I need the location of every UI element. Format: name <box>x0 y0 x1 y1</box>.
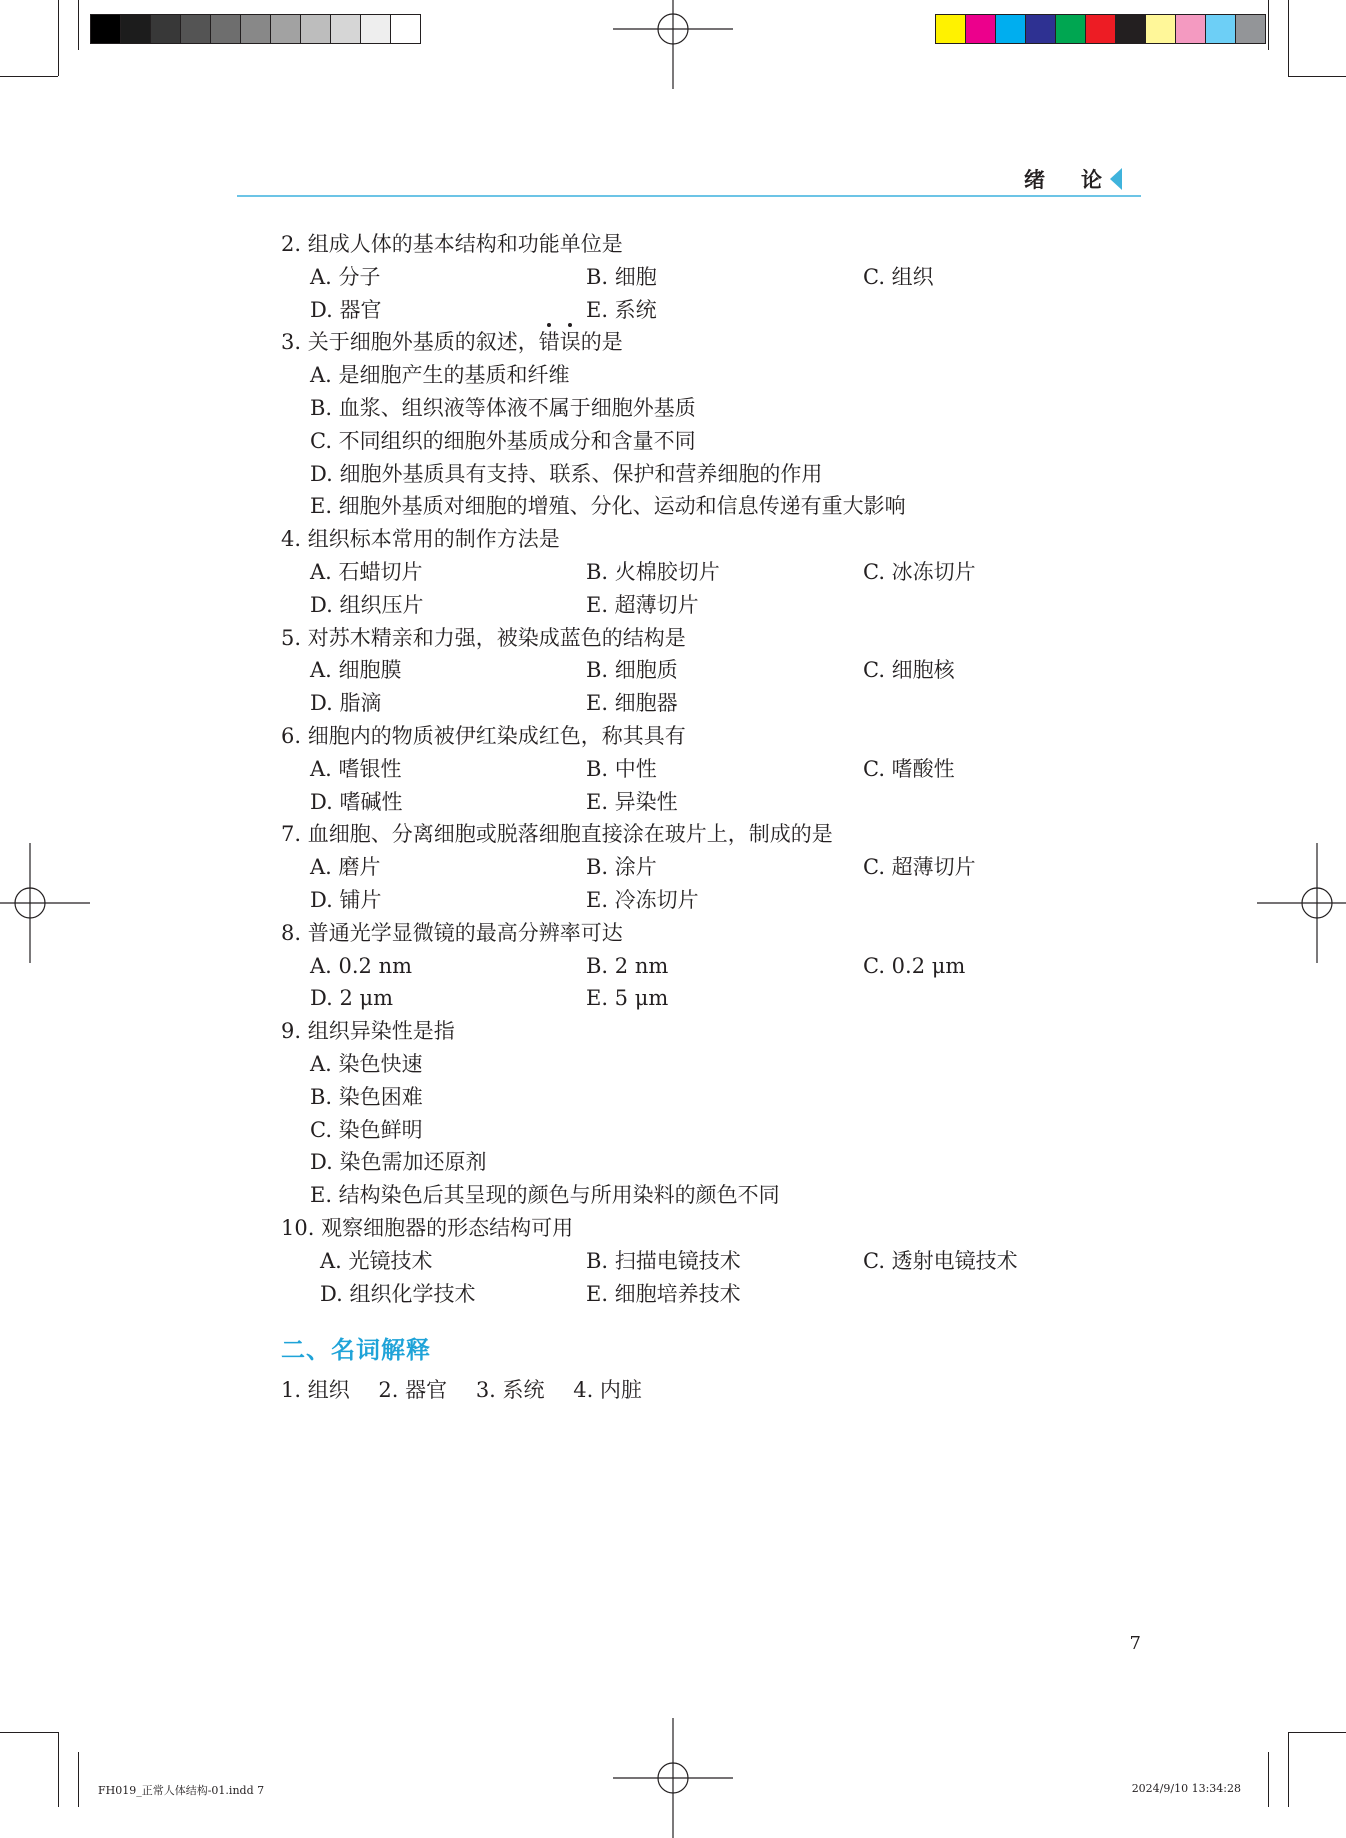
crop-mark <box>0 76 58 77</box>
color-swatch <box>120 14 151 44</box>
option: B. 染色困难 <box>310 1084 423 1109</box>
section-title: 二、名词解释 <box>281 1336 431 1364</box>
option: E. 超薄切片 <box>586 592 699 617</box>
color-swatch <box>240 14 271 44</box>
slug-filename: FH019_正常人体结构-01.indd 7 <box>98 1784 265 1797</box>
question-list <box>281 228 1141 1310</box>
term-item: 4. 内脏 <box>573 1378 642 1402</box>
option: E. 5 μm <box>586 986 669 1011</box>
option: C. 透射电镜技术 <box>863 1248 1018 1273</box>
option: C. 细胞核 <box>863 658 955 683</box>
option: D. 嗜碱性 <box>310 789 403 814</box>
color-swatch <box>300 14 331 44</box>
term-item: 2. 器官 <box>378 1378 448 1402</box>
question-stem: 4. 组织标本常用的制作方法是 <box>281 527 560 552</box>
color-swatch <box>1025 14 1056 44</box>
option: E. 细胞器 <box>586 691 678 716</box>
option: B. 涂片 <box>586 855 657 880</box>
option: C. 超薄切片 <box>863 855 976 880</box>
crop-mark <box>58 0 59 76</box>
option: A. 分子 <box>310 264 381 289</box>
color-swatch <box>330 14 361 44</box>
emphasis-char: 错 <box>539 326 560 359</box>
option: D. 组织压片 <box>310 592 424 617</box>
registration-target-icon <box>613 0 733 89</box>
term-item: 3. 系统 <box>475 1378 545 1402</box>
option: D. 铺片 <box>310 887 382 912</box>
question-stem: 5. 对苏木精亲和力强，被染成蓝色的结构是 <box>281 625 686 650</box>
crop-mark <box>1288 1732 1346 1733</box>
gray-swatch-bar <box>90 14 420 44</box>
option: B. 细胞 <box>586 264 657 289</box>
option: A. 是细胞产生的基质和纤维 <box>310 363 570 388</box>
registration-target-icon <box>1257 843 1346 963</box>
option: C. 嗜酸性 <box>863 756 955 781</box>
option: B. 血浆、组织液等体液不属于细胞外基质 <box>310 395 696 420</box>
registration-mark-left <box>0 843 90 963</box>
crop-mark <box>78 1752 79 1807</box>
option: B. 中性 <box>586 756 657 781</box>
option: B. 火棉胶切片 <box>586 559 720 584</box>
option: C. 0.2 μm <box>863 953 966 978</box>
option: A. 染色快速 <box>310 1051 423 1076</box>
slug-timestamp: 2024/9/10 13:34:28 <box>1131 1782 1241 1795</box>
option: A. 光镜技术 <box>320 1248 433 1273</box>
option: D. 器官 <box>310 297 382 322</box>
option: B. 细胞质 <box>586 658 678 683</box>
color-swatch <box>1175 14 1206 44</box>
option: E. 系统 <box>586 297 657 322</box>
question-stem: 6. 细胞内的物质被伊红染成红色，称其具有 <box>281 723 686 748</box>
color-swatch <box>1115 14 1146 44</box>
color-swatch <box>1205 14 1236 44</box>
question-stem <box>281 326 1141 359</box>
option: B. 扫描电镜技术 <box>586 1248 741 1273</box>
emphasis-char: 误 <box>560 326 581 359</box>
option: D. 脂滴 <box>310 691 382 716</box>
crop-mark <box>0 1732 58 1733</box>
question-stem: 9. 组织异染性是指 <box>281 1019 455 1044</box>
registration-mark-top <box>613 0 733 89</box>
header-title-char-1: 绪 <box>1024 168 1047 192</box>
option: A. 0.2 nm <box>310 953 413 978</box>
term-item: 1. 组织 <box>281 1378 350 1402</box>
color-swatch <box>90 14 121 44</box>
question-stem: 10. 观察细胞器的形态结构可用 <box>281 1215 574 1240</box>
option: C. 组织 <box>863 264 934 289</box>
header-title-char-2: 论 <box>1081 168 1104 192</box>
color-swatch <box>995 14 1026 44</box>
page-number: 7 <box>1129 1633 1141 1654</box>
question-stem: 8. 普通光学显微镜的最高分辨率可达 <box>281 920 623 945</box>
crop-mark <box>1268 0 1269 50</box>
color-swatch <box>360 14 391 44</box>
option: A. 磨片 <box>310 855 381 880</box>
color-swatch <box>270 14 301 44</box>
option: A. 细胞膜 <box>310 658 402 683</box>
registration-target-icon <box>0 843 90 963</box>
color-swatch <box>965 14 996 44</box>
color-swatch <box>1055 14 1086 44</box>
color-swatch <box>180 14 211 44</box>
option: A. 石蜡切片 <box>310 559 423 584</box>
option: E. 细胞外基质对细胞的增殖、分化、运动和信息传递有重大影响 <box>310 494 906 519</box>
question-stem: 2. 组成人体的基本结构和功能单位是 <box>281 232 623 256</box>
color-swatch <box>1235 14 1266 44</box>
chapter-header <box>1024 164 1122 194</box>
option: D. 2 μm <box>310 986 394 1011</box>
option: E. 结构染色后其呈现的颜色与所用染料的颜色不同 <box>310 1183 780 1208</box>
crop-mark <box>1288 1732 1289 1807</box>
registration-target-icon <box>613 1718 733 1838</box>
registration-mark-right <box>1257 843 1346 963</box>
crop-mark <box>1288 76 1346 77</box>
option: D. 组织化学技术 <box>320 1281 476 1306</box>
crop-mark <box>1268 1752 1269 1807</box>
option: D. 细胞外基质具有支持、联系、保护和营养细胞的作用 <box>310 461 823 486</box>
stem-text: 3. 关于细胞外基质的叙述， <box>281 330 539 355</box>
crop-mark <box>58 1732 59 1807</box>
color-swatch <box>935 14 966 44</box>
option: B. 2 nm <box>586 953 669 978</box>
option: D. 染色需加还原剂 <box>310 1150 487 1175</box>
color-swatch <box>210 14 241 44</box>
option: E. 细胞培养技术 <box>586 1281 741 1306</box>
term-list <box>281 1374 664 1406</box>
option: C. 不同组织的细胞外基质成分和含量不同 <box>310 428 696 453</box>
color-swatch <box>1145 14 1176 44</box>
color-swatch-bar <box>935 14 1265 44</box>
stem-text: 的是 <box>580 330 623 355</box>
color-swatch <box>1085 14 1116 44</box>
color-swatch <box>390 14 421 44</box>
crop-mark <box>78 0 79 50</box>
color-swatch <box>150 14 181 44</box>
option: E. 异染性 <box>586 789 678 814</box>
crop-mark <box>1288 0 1289 76</box>
registration-mark-bottom <box>613 1718 733 1838</box>
option: A. 嗜银性 <box>310 756 402 781</box>
option: C. 染色鲜明 <box>310 1117 423 1142</box>
option: C. 冰冻切片 <box>863 559 976 584</box>
header-arrow-icon <box>1110 168 1122 190</box>
header-rule <box>237 195 1141 197</box>
question-stem: 7. 血细胞、分离细胞或脱落细胞直接涂在玻片上，制成的是 <box>281 822 833 847</box>
option: E. 冷冻切片 <box>586 887 699 912</box>
